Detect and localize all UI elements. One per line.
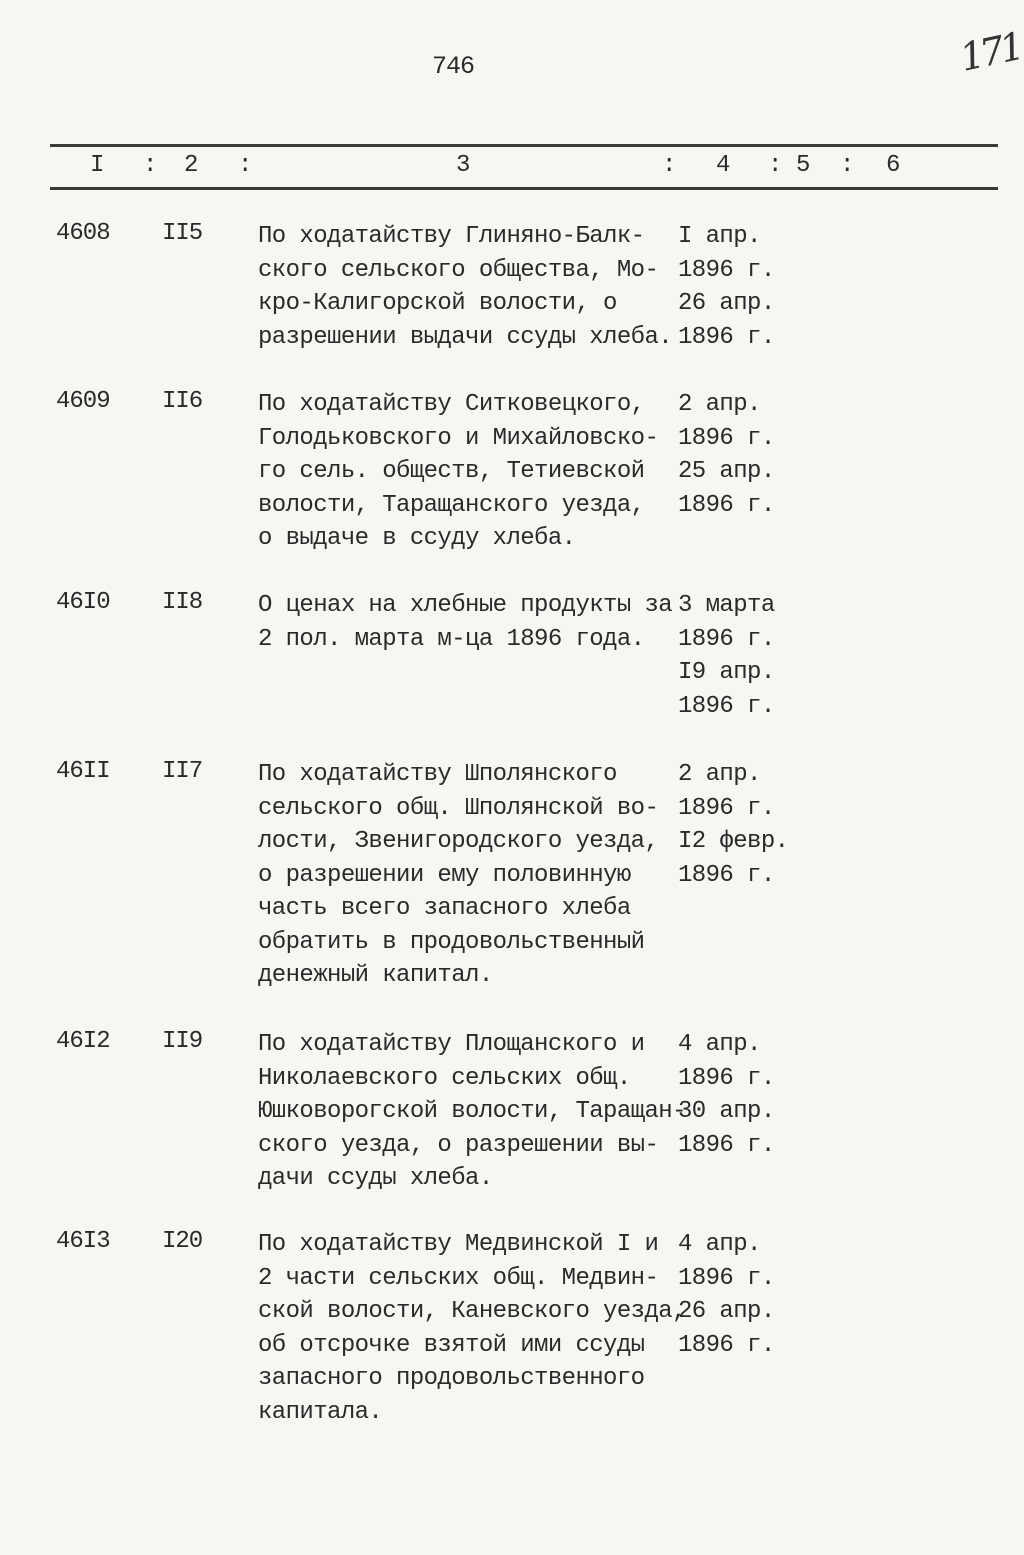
record-dates: I апр. 1896 г. 26 апр. 1896 г.: [678, 223, 775, 351]
record-dates: 2 апр. 1896 г. I2 февр. 1896 г.: [678, 761, 789, 889]
record-number: 46I3: [56, 1228, 110, 1255]
record-description: По ходатайству Медвинской I и 2 части сельских общ. Медвин- ской волости, Каневского уезда, об отсрочке взятой ими ссуды запасного продовольственного капитала.: [258, 1231, 686, 1426]
record-description: По ходатайству Шполянского сельского общ. Шполянской во- лости, Звенигородского уезда, о разрешении ему половинную часть всего запасного хлеба обратить в продовольственный денежный капитал.: [258, 761, 659, 989]
header-sep-2: :: [238, 152, 253, 179]
header-col-3: 3: [456, 152, 471, 179]
record-description: По ходатайству Площанского и Николаевского сельских общ. Юшковорогской волости, Таращан- ского уезда, о разрешении вы- дачи ссуды хлеба.: [258, 1031, 686, 1192]
record-dates: 4 апр. 1896 г. 30 апр. 1896 г.: [678, 1031, 775, 1159]
header-rule-top: [50, 144, 998, 147]
sheet-number: II6: [162, 388, 203, 415]
record-number: 4608: [56, 220, 110, 247]
handwritten-folio-mark: 171: [956, 24, 1024, 80]
record-dates: 2 апр. 1896 г. 25 апр. 1896 г.: [678, 391, 775, 519]
record-number: 4609: [56, 388, 110, 415]
record-number: 46II: [56, 758, 110, 785]
record-number: 46I0: [56, 589, 110, 616]
header-col-4: 4: [716, 152, 731, 179]
header-col-2: 2: [184, 152, 199, 179]
record-dates: 4 апр. 1896 г. 26 апр. 1896 г.: [678, 1231, 775, 1359]
sheet-number: II9: [162, 1028, 203, 1055]
header-col-6: 6: [886, 152, 901, 179]
page-number: 746: [432, 52, 475, 81]
sheet-number: II7: [162, 758, 203, 785]
header-rule-bottom: [50, 187, 998, 190]
table-header: [0, 152, 1024, 182]
sheet-number: II8: [162, 589, 203, 616]
record-description: По ходатайству Глиняно-Балк- ского сельского общества, Мо- кро-Калигорской волости, о разрешении выдачи ссуды хлеба.: [258, 223, 673, 351]
sheet-number: I20: [162, 1228, 203, 1255]
sheet-number: II5: [162, 220, 203, 247]
header-sep-1: :: [143, 152, 158, 179]
header-col-1: I: [90, 152, 105, 179]
record-number: 46I2: [56, 1028, 110, 1055]
record-dates: 3 марта 1896 г. I9 апр. 1896 г.: [678, 592, 775, 720]
record-description: По ходатайству Ситковецкого, Голодьковского и Михайловско- го сель. обществ, Тетиевской волости, Таращанского уезда, о выдаче в ссуду хлеба.: [258, 391, 659, 552]
header-sep-5: :: [840, 152, 855, 179]
record-description: О ценах на хлебные продукты за 2 пол. марта м-ца 1896 года.: [258, 592, 673, 653]
header-sep-3: :: [662, 152, 677, 179]
header-sep-4: :: [768, 152, 783, 179]
header-col-5: 5: [796, 152, 811, 179]
